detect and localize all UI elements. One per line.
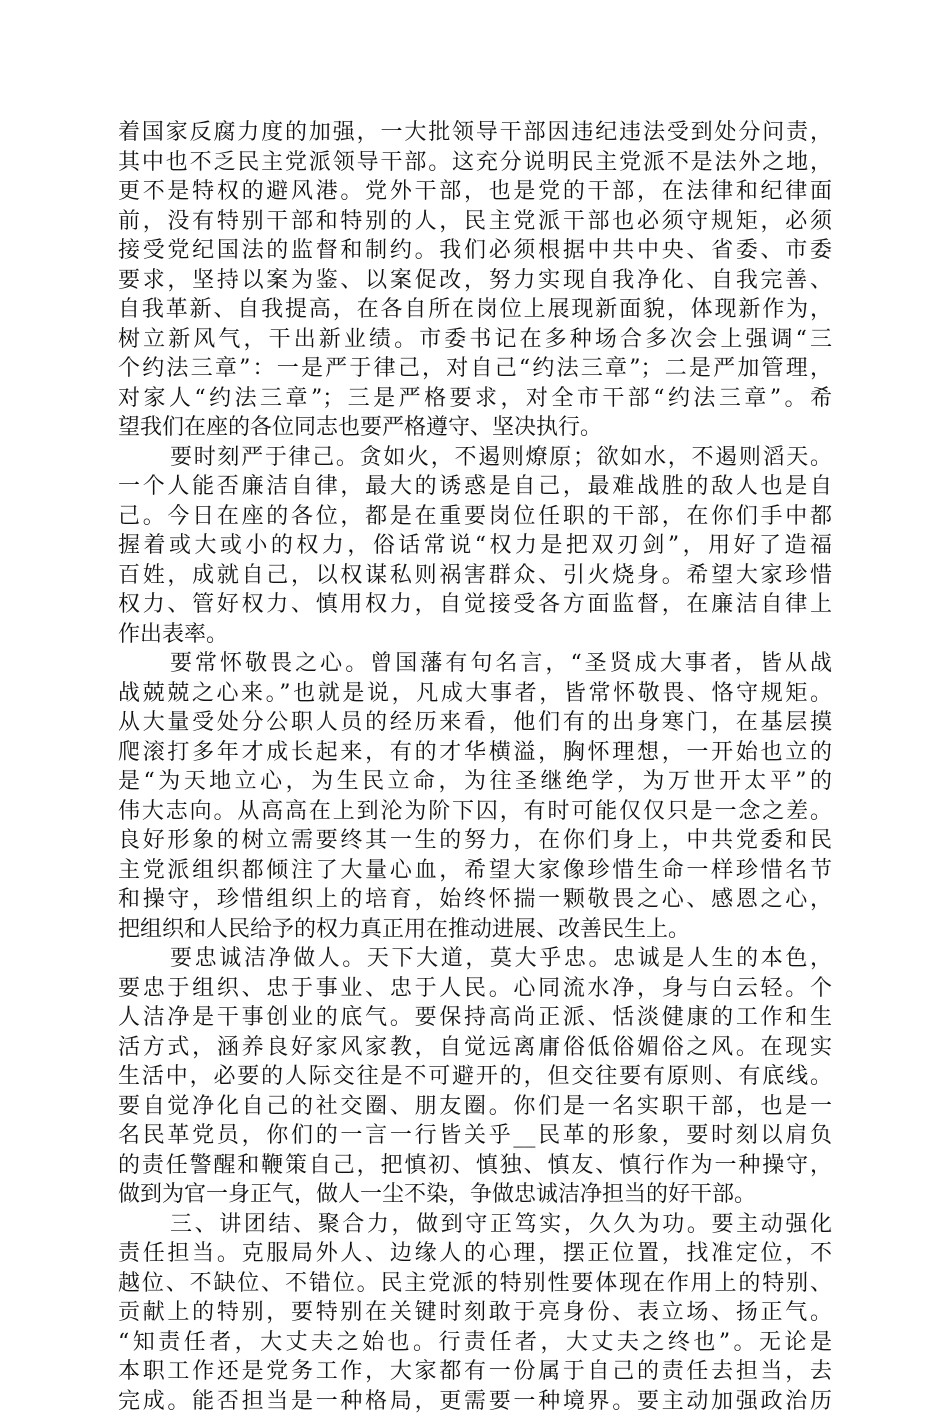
text-line: 责任担当。克服局外人、边缘人的心理，摆正位置，找准定位，不: [118, 1239, 832, 1269]
text-line: 战兢兢之心来。”也就是说，凡成大事者，皆常怀敬畏、恪守规矩。: [118, 679, 832, 709]
text-line: 望我们在座的各位同志也要严格遵守、坚决执行。: [118, 413, 832, 443]
text-line: 主党派组织都倾注了大量心血，希望大家像珍惜生命一样珍惜名节: [118, 856, 832, 886]
text-line: 自我革新、自我提高，在各自所在岗位上展现新面貌，体现新作为，: [118, 295, 832, 325]
text-line: 的责任警醒和鞭策自己，把慎初、慎独、慎友、慎行作为一种操守，: [118, 1151, 832, 1181]
text-line: 作出表率。: [118, 620, 832, 650]
text-line: 把组织和人民给予的权力真正用在推动进展、改善民生上。: [118, 915, 832, 945]
text-line: 良好形象的树立需要终其一生的努力，在你们身上，中共党委和民: [118, 826, 832, 856]
text-line: 权力、管好权力、慎用权力，自觉接受各方面监督，在廉洁自律上: [118, 590, 832, 620]
text-line: 伟大志向。从高高在上到沦为阶下囚，有时可能仅仅只是一念之差。: [118, 797, 832, 827]
text-line: 其中也不乏民主党派领导干部。这充分说明民主党派不是法外之地，: [118, 148, 832, 178]
text-line: 要忠诚洁净做人。天下大道，莫大乎忠。忠诚是人生的本色，: [118, 944, 832, 974]
text-line: 爬滚打多年才成长起来，有的才华横溢，胸怀理想，一开始也立的: [118, 738, 832, 768]
text-line: 更不是特权的避风港。党外干部，也是党的干部，在法律和纪律面: [118, 177, 832, 207]
text-line: 从大量受处分公职人员的经历来看，他们有的出身寒门，在基层摸: [118, 708, 832, 738]
body-text: [118, 118, 832, 1416]
text-line: 要求，坚持以案为鉴、以案促改，努力实现自我净化、自我完善、: [118, 266, 832, 296]
text-line: 握着或大或小的权力，俗话常说“权力是把双刃剑”，用好了造福: [118, 531, 832, 561]
text-line: 生活中，必要的人际交往是不可避开的，但交往要有原则、有底线。: [118, 1062, 832, 1092]
text-line: 个约法三章”：一是严于律己，对自己“约法三章”；二是严加管理，: [118, 354, 832, 384]
text-line: 做到为官一身正气，做人一尘不染，争做忠诚洁净担当的好干部。: [118, 1180, 832, 1210]
text-line: 三、讲团结、聚合力，做到守正笃实，久久为功。要主动强化: [118, 1210, 832, 1240]
text-line: 要忠于组织、忠于事业、忠于人民。心同流水净，身与白云轻。个: [118, 974, 832, 1004]
text-line: 一个人能否廉洁自律，最大的诱惑是自己，最难战胜的敌人也是自: [118, 472, 832, 502]
text-line: 是“为天地立心，为生民立命，为往圣继绝学，为万世开太平”的: [118, 767, 832, 797]
text-line: 人洁净是干事创业的底气。要保持高尚正派、恬淡健康的工作和生: [118, 1003, 832, 1033]
text-line: 和操守，珍惜组织上的培育，始终怀揣一颗敬畏之心、感恩之心，: [118, 885, 832, 915]
text-line: 完成。能否担当是一种格局，更需要一种境界。要主动加强政治历: [118, 1387, 832, 1416]
text-line: 己。今日在座的各位，都是在重要岗位任职的干部，在你们手中都: [118, 502, 832, 532]
text-line: 对家人“约法三章”；三是严格要求，对全市干部“约法三章”。希: [118, 384, 832, 414]
text-line: 着国家反腐力度的加强，一大批领导干部因违纪违法受到处分问责，: [118, 118, 832, 148]
text-line: 名民革党员，你们的一言一行皆关乎__民革的形象，要时刻以肩负: [118, 1121, 832, 1151]
text-line: 要常怀敬畏之心。曾国藩有句名言，“圣贤成大事者，皆从战: [118, 649, 832, 679]
text-line: 活方式，涵养良好家风家教，自觉远离庸俗低俗媚俗之风。在现实: [118, 1033, 832, 1063]
text-line: 本职工作还是党务工作，大家都有一份属于自己的责任去担当，去: [118, 1357, 832, 1387]
text-line: 前，没有特别干部和特别的人，民主党派干部也必须守规矩，必须: [118, 207, 832, 237]
text-line: 百姓，成就自己，以权谋私则祸害群众、引火烧身。希望大家珍惜: [118, 561, 832, 591]
text-line: 要自觉净化自己的社交圈、朋友圈。你们是一名实职干部，也是一: [118, 1092, 832, 1122]
text-line: “知责任者，大丈夫之始也。行责任者，大丈夫之终也”。无论是: [118, 1328, 832, 1358]
text-line: 贡献上的特别，要特别在关键时刻敢于亮身份、表立场、扬正气。: [118, 1298, 832, 1328]
text-line: 接受党纪国法的监督和制约。我们必须根据中共中央、省委、市委: [118, 236, 832, 266]
text-line: 越位、不缺位、不错位。民主党派的特别性要体现在作用上的特别、: [118, 1269, 832, 1299]
text-line: 树立新风气，干出新业绩。市委书记在多种场合多次会上强调“三: [118, 325, 832, 355]
text-line: 要时刻严于律己。贪如火，不遏则燎原；欲如水，不遏则滔天。: [118, 443, 832, 473]
